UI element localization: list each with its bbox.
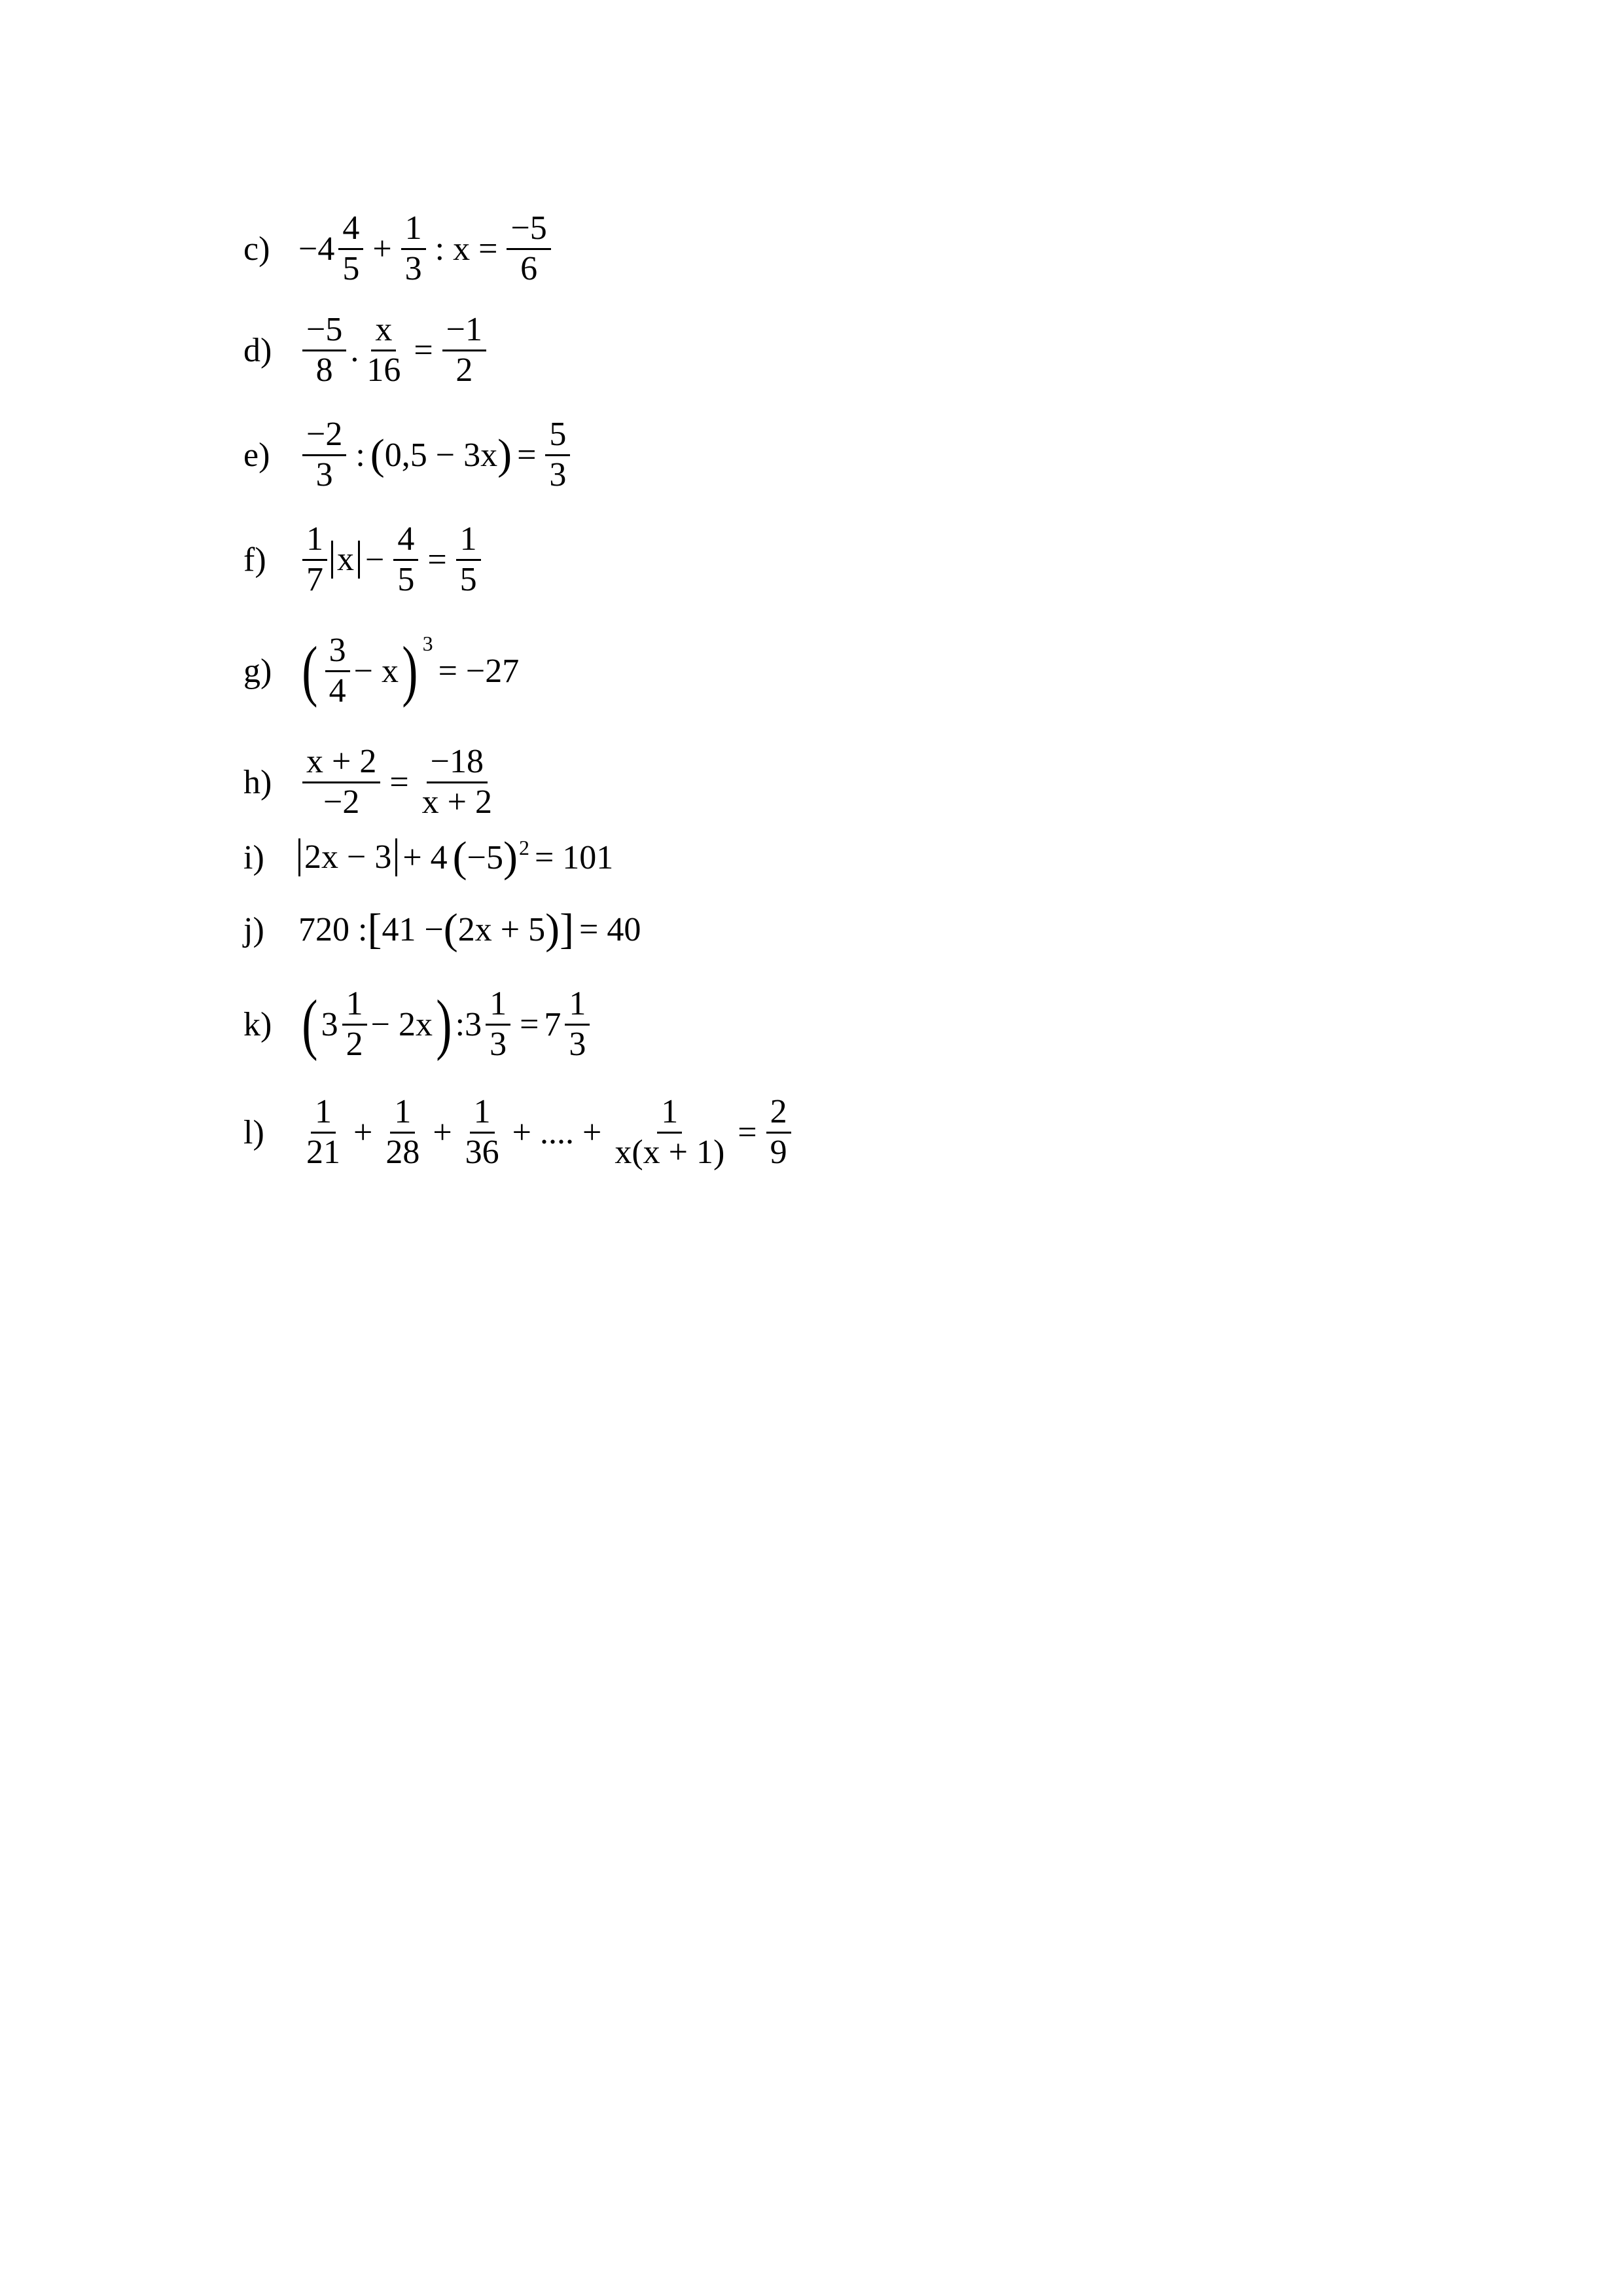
expression: $\frac{1}{7}$ x − $\frac{4}{5}$ = $\frac{1}{5}$ <box>298 520 485 598</box>
expression: $\frac{-2}{3}$ : ( 0,5 − 3x ) = $\frac{5}{3}$ <box>298 416 574 493</box>
fraction: $\frac{1}{28}$ <box>385 1093 420 1171</box>
equation-g <box>243 622 524 720</box>
equation-j <box>243 890 646 969</box>
item-label: c) <box>243 230 270 268</box>
fraction: $\frac{-18}{x + 2}$ <box>421 743 492 821</box>
expression: 720 : [ 41 − ( 2x + 5 ) ] = 40 <box>298 905 641 953</box>
absolute-value: 2x − 3 <box>298 838 397 876</box>
expression: $\frac{-5}{8}$ . $\frac{x}{16}$ = $\frac{-1}{2}$ <box>298 311 490 389</box>
fraction: $\frac{x}{16}$ <box>366 311 401 389</box>
item-label: j) <box>243 910 264 948</box>
fraction: $\frac{-1}{2}$ <box>442 311 486 389</box>
absolute-value: x <box>331 541 360 578</box>
fraction: $\frac{1}{3}$ <box>401 209 426 287</box>
equation-k <box>243 975 594 1073</box>
fraction: $\frac{1}{7}$ <box>302 520 327 598</box>
fraction: $\frac{-2}{3}$ <box>302 416 346 493</box>
item-label: g) <box>243 652 272 690</box>
expression: $\frac{1}{21}$ + $\frac{1}{28}$ + $\frac{1}{36}$ + .... + $\frac{1}{x(x + 1)}$ = $\frac{2}{9}$ <box>298 1093 795 1171</box>
equation-e <box>243 406 574 504</box>
item-label: f) <box>243 541 266 579</box>
fraction: $\frac{4}{5}$ <box>393 520 418 598</box>
item-label: l) <box>243 1113 264 1151</box>
fraction: $\frac{3}{4}$ <box>325 632 350 709</box>
mixed-number: −4 $\frac{4}{5}$ <box>298 209 367 287</box>
fraction: $\frac{1}{5}$ <box>456 520 481 598</box>
fraction: $\frac{1}{21}$ <box>306 1093 340 1171</box>
equation-c <box>243 200 555 298</box>
item-label: e) <box>243 436 270 474</box>
fraction: $\frac{2}{9}$ <box>766 1093 791 1171</box>
equation-h <box>243 733 500 831</box>
mixed-number: 3 $\frac{1}{2}$ <box>321 985 371 1063</box>
item-label: k) <box>243 1005 272 1043</box>
equation-d <box>243 301 490 399</box>
mixed-number: 7 $\frac{1}{3}$ <box>544 985 594 1063</box>
fraction: $\frac{-5}{8}$ <box>302 311 346 389</box>
expression: −4 $\frac{4}{5}$ + $\frac{1}{3}$ : x = $\frac{-5}{6}$ <box>298 209 555 287</box>
equation-f <box>243 511 485 609</box>
fraction: $\frac{5}{3}$ <box>545 416 570 493</box>
equation-i <box>243 821 618 893</box>
fraction: $\frac{1}{3}$ <box>486 985 510 1063</box>
fraction: $\frac{x + 2}{-2}$ <box>302 743 380 821</box>
fraction: $\frac{1}{2}$ <box>342 985 367 1063</box>
item-label: d) <box>243 331 272 369</box>
exponent: 2 <box>518 836 529 859</box>
equation-l <box>243 1083 795 1181</box>
expression: ( 3 $\frac{1}{2}$ − 2x ) : 3 $\frac{1}{3}$ = 7 $\frac{1}{3}$ <box>298 985 594 1063</box>
expression: $\frac{x + 2}{-2}$ = $\frac{-18}{x + 2}$ <box>298 743 500 821</box>
fraction: $\frac{4}{5}$ <box>338 209 363 287</box>
item-label: i) <box>243 838 264 876</box>
mixed-number: 3 $\frac{1}{3}$ <box>465 985 514 1063</box>
expression: 2x − 3 + 4 ( −5 ) 2 = 101 <box>298 836 618 879</box>
fraction: $\frac{1}{x(x + 1)}$ <box>615 1093 725 1171</box>
fraction: $\frac{1}{3}$ <box>565 985 590 1063</box>
fraction: $\frac{1}{36}$ <box>465 1093 499 1171</box>
expression: ( $\frac{3}{4}$ − x ) 3 = −27 <box>302 632 520 709</box>
item-label: h) <box>243 763 272 801</box>
fraction: $\frac{-5}{6}$ <box>507 209 550 287</box>
exponent: 3 <box>422 632 433 656</box>
